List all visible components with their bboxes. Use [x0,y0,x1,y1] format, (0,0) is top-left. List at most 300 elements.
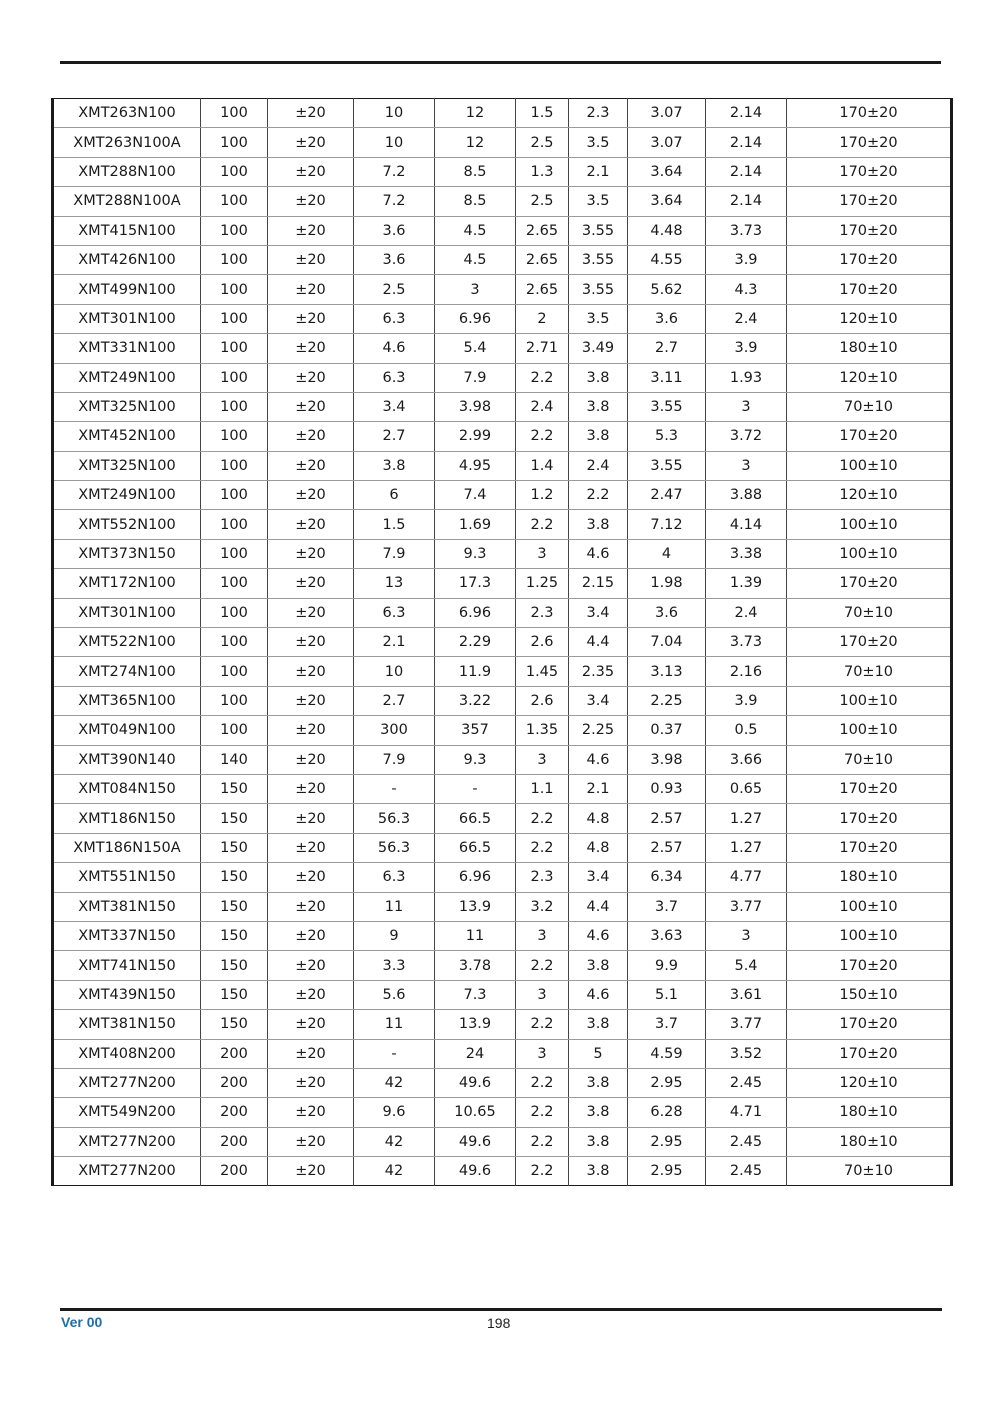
table-cell: 170±20 [787,157,952,186]
table-cell: ±20 [268,187,354,216]
table-cell: 13.9 [435,1010,516,1039]
table-cell: 1.25 [516,569,569,598]
table-cell: 170±20 [787,216,952,245]
table-cell: 3.55 [569,216,628,245]
table-cell: 2.35 [569,657,628,686]
table-row [53,334,952,363]
table-cell: 70±10 [843,1163,894,1180]
table-cell: 49.6 [435,1127,516,1156]
table-cell: 4.4 [569,628,628,657]
table-cell: 70±10 [787,392,952,421]
table-cell: 56.3 [354,804,435,833]
table-cell: ±20 [268,304,354,333]
table-cell: ±20 [268,569,354,598]
part-number-cell: XMT186N150 [53,804,201,833]
table-cell: 3 [706,921,787,950]
table-cell: ±20 [268,892,354,921]
table-cell: 120±10 [787,363,952,392]
table-cell: 3.52 [706,1039,787,1068]
table-cell: 2.2 [516,1098,569,1127]
table-cell: 0.65 [706,774,787,803]
table-cell: 4.95 [435,451,516,480]
part-number-cell: XMT499N100 [53,275,201,304]
table-cell: 2.4 [706,598,787,627]
table-cell: 2.2 [516,1010,569,1039]
table-cell: 2.6 [516,686,569,715]
table-cell: 70±10 [787,657,952,686]
part-number-cell: XMT365N100 [53,686,201,715]
table-cell: 4.6 [569,745,628,774]
table-cell: 2 [516,304,569,333]
table-cell: 3.55 [628,392,706,421]
table-row [53,1157,952,1186]
part-number-cell: XMT325N100 [53,392,201,421]
table-cell: 100±10 [787,892,952,921]
table-cell: 4.55 [628,245,706,274]
table-cell: 11 [435,921,516,950]
table-cell: 100 [201,187,268,216]
table-cell: 100 [201,481,268,510]
table-cell: 2.95 [628,1068,706,1097]
table-cell: 170±20 [787,951,952,980]
table-row [53,598,952,627]
table-row [53,980,952,1009]
table-row [53,686,952,715]
table-cell: 2.2 [569,481,628,510]
table-row [53,1098,952,1127]
table-cell: 2.2 [516,1068,569,1097]
table-cell: 2.47 [628,481,706,510]
table-cell: 3.4 [569,598,628,627]
table-cell: 150 [201,833,268,862]
table-row [53,216,952,245]
table-row [53,128,952,157]
table-row [53,304,952,333]
table-cell: 100 [201,157,268,186]
table-cell: 150 [201,921,268,950]
table-cell: 3.6 [354,216,435,245]
table-cell: 100 [201,569,268,598]
table-cell: ±20 [268,745,354,774]
table-cell: 100±10 [787,686,952,715]
part-number-cell: XMT263N100A [53,128,201,157]
table-cell: 1.35 [516,716,569,745]
table-cell: 150 [201,863,268,892]
table-cell: 100 [201,334,268,363]
table-cell: 2.1 [354,628,435,657]
table-row [53,745,952,774]
table-cell: 3.2 [516,892,569,921]
table-cell: 70±10 [787,745,952,774]
table-cell: 49.6 [435,1157,516,1186]
table-cell: - [354,774,435,803]
part-number-cell: XMT408N200 [53,1039,201,1068]
table-cell: 5.62 [628,275,706,304]
table-cell: 100 [201,275,268,304]
table-cell: 7.4 [435,481,516,510]
table-cell: 2.45 [706,1127,787,1156]
table-cell: 100±10 [787,539,952,568]
table-cell: 100±10 [787,921,952,950]
table-row [53,363,952,392]
table-cell: 2.2 [516,510,569,539]
table-row [53,245,952,274]
table-cell: ±20 [268,598,354,627]
part-number-cell: XMT277N200 [53,1157,201,1186]
table-cell: 100 [201,245,268,274]
table-cell: 2.3 [516,598,569,627]
table-cell: 2.99 [435,422,516,451]
table-cell: 6.96 [435,304,516,333]
table-cell: 2.95 [628,1127,706,1156]
table-cell: 120±10 [787,481,952,510]
table-cell: 2.5 [516,187,569,216]
table-cell: 2.65 [516,216,569,245]
table-cell: 49.6 [435,1068,516,1097]
table-cell: 3.8 [569,392,628,421]
table-cell: 4.77 [706,863,787,892]
table-cell: 17.3 [435,569,516,598]
table-cell: 100 [201,304,268,333]
table-cell: 12 [435,128,516,157]
table-cell: 7.3 [435,980,516,1009]
part-number-cell: XMT288N100A [53,187,201,216]
table-cell: 3.64 [628,187,706,216]
table-cell: 3.8 [569,1010,628,1039]
table-cell: 42 [354,1127,435,1156]
part-number-cell: XMT373N150 [53,539,201,568]
table-cell: 170±20 [787,804,952,833]
table-cell: 2.57 [628,833,706,862]
table-cell: 100 [201,686,268,715]
table-cell: 180±10 [787,863,952,892]
table-cell: 4.14 [706,510,787,539]
table-cell: 3.6 [628,304,706,333]
table-cell: ±20 [268,392,354,421]
table-cell: 3 [516,1039,569,1068]
table-cell: 10 [354,99,435,128]
part-number-cell: XMT439N150 [53,980,201,1009]
table-cell: 3.55 [628,451,706,480]
table-cell: 120±10 [787,1068,952,1097]
table-cell: 357 [435,716,516,745]
table-cell: 3.4 [569,686,628,715]
table-cell: 2.4 [569,451,628,480]
table-cell: 4.8 [569,833,628,862]
table-cell: 1.27 [706,833,787,862]
table-row [53,921,952,950]
table-cell: ±20 [268,99,354,128]
table-cell: 8.5 [435,157,516,186]
table-cell: 3.9 [706,686,787,715]
table-cell: 2.7 [354,686,435,715]
table-cell: 2.65 [516,275,569,304]
table-cell: 170±20 [787,833,952,862]
table-cell: ±20 [268,128,354,157]
table-cell: 100 [201,510,268,539]
table-cell: 3 [516,745,569,774]
table-cell: 3.8 [569,363,628,392]
table-cell: 1.45 [516,657,569,686]
table-row [53,1010,952,1039]
table-row [53,451,952,480]
table-cell: 170±20 [787,774,952,803]
table-cell: 300 [354,716,435,745]
table-cell: 100 [201,657,268,686]
table-cell: 100 [201,628,268,657]
table-cell: 170±20 [787,99,952,128]
table-cell: 4.5 [435,216,516,245]
table-row [53,539,952,568]
table-cell: ±20 [268,774,354,803]
table-cell: 100 [201,99,268,128]
table-cell: 170±20 [787,1039,952,1068]
table-row [53,892,952,921]
table-cell: 100 [201,363,268,392]
table-cell: 3.5 [569,128,628,157]
table-cell: 3.6 [628,598,706,627]
table-cell: 0.5 [706,716,787,745]
table-cell: 3.55 [569,245,628,274]
table-cell: 170±20 [787,275,952,304]
spec-table [51,98,953,1186]
table-cell: ±20 [268,657,354,686]
table-cell: 2.57 [628,804,706,833]
table-cell: 2.2 [516,951,569,980]
table-cell: 100 [201,451,268,480]
table-cell: 2.2 [516,833,569,862]
table-cell: 6.3 [354,863,435,892]
table-cell: 9.3 [435,539,516,568]
table-cell: 4.8 [569,804,628,833]
table-cell: 2.14 [706,157,787,186]
table-cell: 10 [354,128,435,157]
table-row [53,422,952,451]
table-cell: 170±20 [787,569,952,598]
table-cell: 3.64 [628,157,706,186]
table-cell: 3.9 [706,334,787,363]
table-cell: 3.38 [706,539,787,568]
table-cell: 8.5 [435,187,516,216]
header-rule [60,61,941,64]
table-row [53,716,952,745]
table-cell: 150 [201,980,268,1009]
table-row [53,510,952,539]
table-cell: 2.15 [569,569,628,598]
table-cell: 2.2 [516,804,569,833]
table-cell: 0.37 [628,716,706,745]
table-cell: 3.5 [569,304,628,333]
table-cell: 100±10 [787,510,952,539]
table-cell: 42 [354,1157,435,1186]
table-cell: 3.73 [706,628,787,657]
table-cell: 3.7 [628,1010,706,1039]
table-cell: ±20 [268,628,354,657]
table-cell: 3.3 [354,951,435,980]
table-cell: 9.3 [435,745,516,774]
table-cell: ±20 [268,481,354,510]
table-cell: 2.3 [569,99,628,128]
table-cell: 1.2 [516,481,569,510]
part-number-cell: XMT277N200 [53,1127,201,1156]
table-cell: 3.55 [569,275,628,304]
table-cell: 4.6 [354,334,435,363]
table-cell: ±20 [268,716,354,745]
table-cell: 7.04 [628,628,706,657]
table-cell: 6.34 [628,863,706,892]
table-row [53,1068,952,1097]
table-cell: 13 [354,569,435,598]
table-cell: 3.13 [628,657,706,686]
table-cell: 3.4 [354,392,435,421]
table-cell: 150 [201,804,268,833]
part-number-cell: XMT337N150 [53,921,201,950]
table-cell: 100 [201,392,268,421]
table-cell: 3.07 [628,128,706,157]
table-cell: 1.4 [516,451,569,480]
table-body [53,99,952,1186]
table-cell: 2.2 [516,422,569,451]
table-row [53,657,952,686]
table-cell: 11 [354,892,435,921]
table-cell: 2.14 [706,99,787,128]
table-cell: 2.7 [628,334,706,363]
table-cell: 100 [201,128,268,157]
table-cell: 70±10 [787,598,952,627]
table-cell: 0.93 [628,774,706,803]
table-cell: 2.16 [706,657,787,686]
table-cell: 2.65 [516,245,569,274]
table-cell: 3 [516,539,569,568]
table-cell: 24 [435,1039,516,1068]
table-cell: 2.4 [706,304,787,333]
part-number-cell: XMT551N150 [53,863,201,892]
table-cell: 3.49 [569,334,628,363]
table-cell: 1.93 [706,363,787,392]
part-number-cell: XMT301N100 [53,598,201,627]
table-cell: 7.9 [435,363,516,392]
table-cell: 5.4 [706,951,787,980]
table-cell: 2.5 [516,128,569,157]
table-cell: 7.2 [354,157,435,186]
table-cell: ±20 [268,334,354,363]
table-cell: 56.3 [354,833,435,862]
table-cell: 2.45 [706,1157,787,1186]
table-cell: 2.2 [516,1127,569,1156]
table-cell: 2.25 [569,716,628,745]
table-cell: ±20 [268,451,354,480]
table-cell: 3 [435,275,516,304]
table-cell: 3.77 [706,892,787,921]
table-cell: 5 [569,1039,628,1068]
table-cell: 3.8 [569,422,628,451]
table-cell: ±20 [268,980,354,1009]
table-cell: 3.11 [628,363,706,392]
part-number-cell: XMT249N100 [53,481,201,510]
table-row [53,863,952,892]
table-cell: 4.6 [569,921,628,950]
part-number-cell: XMT522N100 [53,628,201,657]
table-cell: 170±20 [787,245,952,274]
table-cell: 7.9 [354,539,435,568]
table-cell: ±20 [268,216,354,245]
table-cell: 6.3 [354,304,435,333]
table-cell: 2.1 [569,774,628,803]
table-cell: 3 [516,980,569,1009]
table-cell: 100 [201,216,268,245]
table-cell: 4.3 [706,275,787,304]
table-cell: 150±10 [787,980,952,1009]
part-number-cell: XMT263N100 [53,99,201,128]
table-cell: 3.77 [706,1010,787,1039]
table-cell: 9.9 [628,951,706,980]
table-cell: 150 [201,1010,268,1039]
table-cell: 42 [354,1068,435,1097]
table-cell: 2.14 [706,128,787,157]
part-number-cell: XMT277N200 [53,1068,201,1097]
table-cell: 3.8 [569,1068,628,1097]
table-cell: 4.4 [569,892,628,921]
table-cell: 66.5 [435,804,516,833]
table-cell: 3.8 [354,451,435,480]
table-row [53,481,952,510]
table-cell: 6.3 [354,598,435,627]
table-cell: 3 [706,392,787,421]
table-cell: 1.3 [516,157,569,186]
table-cell: 150 [201,774,268,803]
table-cell: 150 [201,892,268,921]
table-cell: 3.98 [628,745,706,774]
table-row [53,157,952,186]
part-number-cell: XMT274N100 [53,657,201,686]
table-cell: 12 [435,99,516,128]
table-cell: ±20 [268,1127,354,1156]
part-number-cell: XMT390N140 [53,745,201,774]
part-number-cell: XMT549N200 [53,1098,201,1127]
table-cell: 1.27 [706,804,787,833]
table-cell: 120±10 [787,304,952,333]
table-cell: 2.25 [628,686,706,715]
table-cell: 4.6 [569,980,628,1009]
table-cell: ±20 [268,804,354,833]
table-cell: 170±20 [787,628,952,657]
table-cell: 100 [201,598,268,627]
table-cell: 6.28 [628,1098,706,1127]
part-number-cell: XMT172N100 [53,569,201,598]
table-cell: 100±10 [787,451,952,480]
table-cell: 4.48 [628,216,706,245]
part-number-cell: XMT249N100 [53,363,201,392]
table-cell: 3.5 [569,187,628,216]
table-cell: 200 [201,1127,268,1156]
table-cell: 5.1 [628,980,706,1009]
table-cell: 3 [516,921,569,950]
table-row [53,99,952,128]
table-cell: 5.3 [628,422,706,451]
table-cell: ±20 [268,1010,354,1039]
table-cell: 170±20 [787,1010,952,1039]
table-cell: 3.88 [706,481,787,510]
table-cell: 100 [201,716,268,745]
part-number-cell: XMT084N150 [53,774,201,803]
table-cell: 3.9 [706,245,787,274]
table-cell: ±20 [268,863,354,892]
table-cell: 11 [354,1010,435,1039]
table-cell: ±20 [268,422,354,451]
table-cell: ±20 [268,363,354,392]
part-number-cell: XMT381N150 [53,892,201,921]
table-cell: 2.5 [354,275,435,304]
